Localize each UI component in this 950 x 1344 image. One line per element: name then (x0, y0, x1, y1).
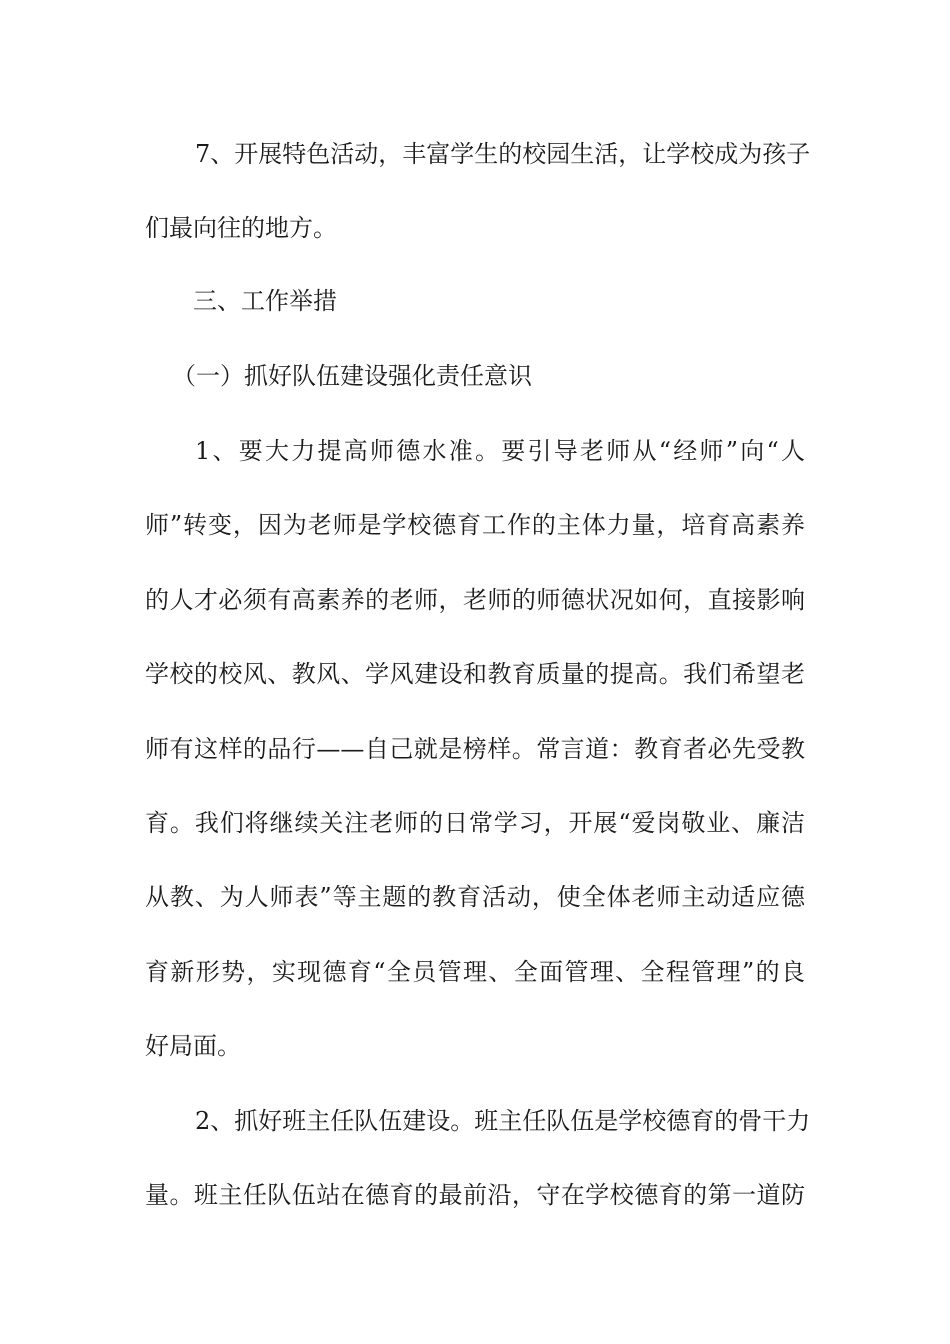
paragraph-1-line-7: 从教、为人师表”等主题的教育活动，使全体老师主动适应德 (145, 883, 805, 911)
subsection-heading-1: （一）抓好队伍建设强化责任意识 (172, 362, 532, 390)
paragraph-1-line-1: 1、要大力提高师德水准。要引导老师从“经师”向“人 (195, 437, 805, 465)
paragraph-1-line-4: 学校的校风、教风、学风建设和教育质量的提高。我们希望老 (145, 660, 805, 688)
paragraph-1-line-6: 育。我们将继续关注老师的日常学习，开展“爱岗敬业、廉洁 (145, 809, 805, 837)
section-heading-3: 三、工作举措 (193, 287, 337, 315)
paragraph-1-line-3: 的人才必须有高素养的老师，老师的师德状况如何，直接影响 (145, 586, 805, 614)
paragraph-1-line-5: 师有这样的品行——自己就是榜样。常言道：教育者必先受教 (145, 735, 805, 763)
paragraph-1-line-9: 好局面。 (145, 1032, 241, 1060)
paragraph-1-line-8: 育新形势，实现德育“全员管理、全面管理、全程管理”的良 (145, 958, 805, 986)
paragraph-7-line-1: 7、开展特色活动，丰富学生的校园生活，让学校成为孩子 (195, 140, 811, 168)
paragraph-7-line-2: 们最向往的地方。 (145, 214, 337, 242)
paragraph-1-line-2: 师”转变，因为老师是学校德育工作的主体力量，培育高素养 (145, 511, 805, 539)
paragraph-2-line-2: 量。班主任队伍站在德育的最前沿，守在学校德育的第一道防 (145, 1181, 805, 1209)
paragraph-2-line-1: 2、抓好班主任队伍建设。班主任队伍是学校德育的骨干力 (195, 1107, 811, 1135)
